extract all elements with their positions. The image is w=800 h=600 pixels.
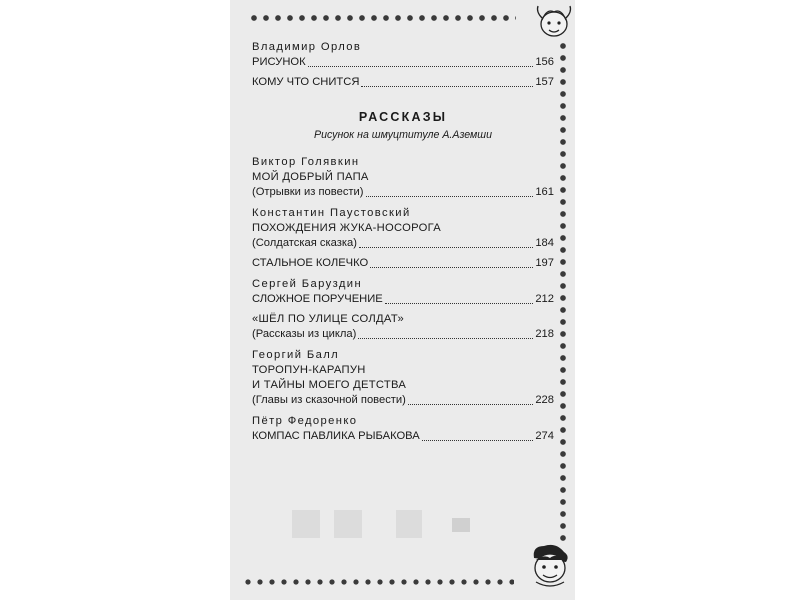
page-number: 161 — [535, 186, 554, 198]
author-name: Виктор Голявкин — [252, 156, 360, 168]
author-name: Владимир Орлов — [252, 41, 362, 53]
bleed-through-mark — [334, 510, 362, 538]
entry-title[interactable]: ТОРОПУН-КАРАПУН — [252, 364, 366, 376]
book-page — [230, 0, 575, 600]
table-of-contents — [252, 40, 554, 444]
toc-entry[interactable] — [252, 185, 554, 200]
page-number: 156 — [535, 56, 554, 68]
entry-note: (Отрывки из повести) — [252, 186, 364, 198]
entry-note: (Рассказы из цикла) — [252, 328, 357, 340]
section-title: РАССКАЗЫ — [358, 110, 448, 124]
page-number: 197 — [535, 257, 554, 269]
author-name: Георгий Балл — [252, 349, 340, 361]
page-number: 218 — [535, 328, 554, 340]
entry-title-continued[interactable]: И ТАЙНЫ МОЕГО ДЕТСТВА — [252, 379, 407, 391]
boy-face-icon — [526, 540, 574, 590]
author-name: Сергей Баруздин — [252, 278, 363, 290]
dotted-border-right — [559, 40, 567, 545]
dot-leader — [358, 337, 533, 339]
toc-entry[interactable] — [252, 75, 554, 90]
dot-leader — [308, 65, 534, 67]
toc-entry[interactable] — [252, 393, 554, 408]
entry-title: СЛОЖНОЕ ПОРУЧЕНИЕ — [252, 293, 383, 305]
page-number: 274 — [535, 430, 554, 442]
dot-leader — [408, 403, 533, 405]
toc-entry[interactable] — [252, 55, 554, 70]
entry-title[interactable]: «ШЁЛ ПО УЛИЦЕ СОЛДАТ» — [252, 313, 404, 325]
page-number: 157 — [535, 76, 554, 88]
entry-title[interactable]: МОЙ ДОБРЫЙ ПАПА — [252, 171, 369, 183]
bleed-through-mark — [452, 518, 470, 532]
toc-entry[interactable] — [252, 236, 554, 251]
entry-title: РИСУНОК — [252, 56, 306, 68]
dot-leader — [366, 195, 534, 197]
entry-title[interactable]: ПОХОЖДЕНИЯ ЖУКА-НОСОРОГА — [252, 222, 442, 234]
toc-entry[interactable] — [252, 256, 554, 271]
dot-leader — [359, 246, 533, 248]
toc-entry[interactable] — [252, 292, 554, 307]
page-number: 184 — [535, 237, 554, 249]
toc-entry[interactable] — [252, 429, 554, 444]
entry-note: (Солдатская сказка) — [252, 237, 357, 249]
page-number: 228 — [535, 394, 554, 406]
entry-note: (Главы из сказочной повести) — [252, 394, 406, 406]
dot-leader — [370, 266, 533, 268]
dotted-border-top — [248, 14, 516, 22]
dot-leader — [361, 85, 533, 87]
girl-face-icon — [533, 2, 575, 42]
toc-entry[interactable] — [252, 327, 554, 342]
dotted-border-bottom — [242, 578, 514, 586]
entry-title: КОМУ ЧТО СНИТСЯ — [252, 76, 360, 88]
entry-title: КОМПАС ПАВЛИКА РЫБАКОВА — [252, 430, 420, 442]
bleed-through-mark — [396, 510, 422, 538]
author-name: Константин Паустовский — [252, 207, 411, 219]
page-number: 212 — [535, 293, 554, 305]
entry-title: СТАЛЬНОЕ КОЛЕЧКО — [252, 257, 369, 269]
dot-leader — [422, 439, 534, 441]
section-subtitle: Рисунок на шмуцтитуле А.Аземши — [314, 129, 492, 141]
dot-leader — [385, 302, 534, 304]
bleed-through-mark — [292, 510, 320, 538]
author-name: Пётр Федоренко — [252, 415, 358, 427]
